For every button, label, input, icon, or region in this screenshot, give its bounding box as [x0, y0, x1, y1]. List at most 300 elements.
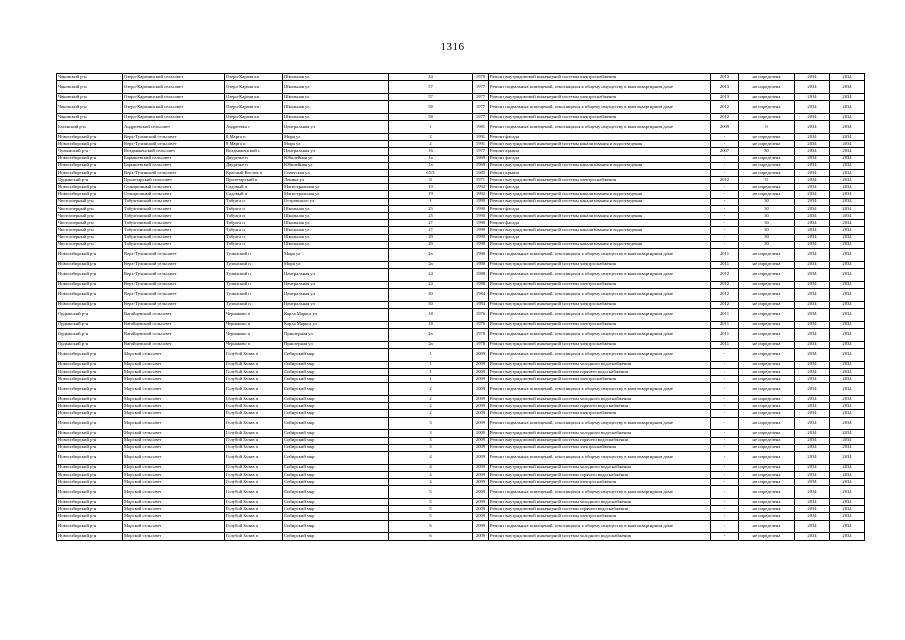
cell-district: Новосибирский р-н [57, 191, 123, 198]
cell-build-year: 1991 [473, 133, 489, 140]
cell-plan-end-year: 2034 [830, 155, 865, 162]
cell-municipality: Озеро-Карачинский сельсовет [123, 81, 225, 94]
cell-build-year: 1990 [473, 234, 489, 241]
cell-plan-end-year: 2034 [830, 361, 865, 368]
cell-district: Новосибирский р-н [57, 499, 123, 506]
table-row [57, 234, 865, 241]
cell-settlement: Тулинский п [225, 288, 283, 301]
cell-wear-percent: не определена [739, 261, 795, 268]
cell-work-type: Ремонт внутридомовой инженерной системы канализования и водоотведения [489, 141, 711, 148]
cell-work-type: Ремонт подвальных помещений, относящихся к общему имуществу в многоквартирном доме [489, 348, 711, 361]
cell-house-number: 18 [389, 308, 473, 321]
cell-district: Новосибирский р-н [57, 141, 123, 148]
cell-last-repair-year: 2013 [711, 74, 739, 81]
cell-wear-percent: 0 [739, 177, 795, 184]
page-number: 1316 [440, 41, 465, 53]
cell-work-type: Ремонт внутридомовой инженерной системы электроснабжения [489, 376, 711, 383]
cell-house-number: 24 [389, 281, 473, 288]
cell-wear-percent: не определена [739, 437, 795, 444]
cell-work-type: Ремонт внутридомовой инженерной системы канализования и водоотведения [489, 241, 711, 248]
table-row [57, 261, 865, 268]
cell-street: Сибирский мкр [283, 430, 389, 437]
cell-plan-start-year: 2034 [795, 281, 830, 288]
cell-last-repair-year: - [711, 403, 739, 410]
cell-plan-start-year: 2034 [795, 348, 830, 361]
table-row [57, 288, 865, 301]
table-row [57, 81, 865, 94]
cell-wear-percent: не определена [739, 471, 795, 478]
cell-house-number: 3 [389, 437, 473, 444]
cell-house-number: 19 [389, 191, 473, 198]
cell-district: Чистоозерный р-н [57, 227, 123, 234]
cell-street: Сибирский мкр [283, 383, 389, 396]
cell-work-type: Ремонт фасада [489, 220, 711, 227]
cell-plan-start-year: 2034 [795, 205, 830, 212]
cell-last-repair-year: - [711, 361, 739, 368]
cell-plan-end-year: 2034 [830, 93, 865, 100]
cell-street: Мира ул [283, 261, 389, 268]
cell-wear-percent: не определена [739, 191, 795, 198]
cell-settlement: Голубой Залив п [225, 348, 283, 361]
cell-house-number: 1а [389, 162, 473, 169]
cell-plan-start-year: 2034 [795, 141, 830, 148]
cell-municipality: Морской сельсовет [123, 479, 225, 486]
cell-plan-start-year: 2034 [795, 417, 830, 430]
table-row [57, 361, 865, 368]
cell-street: Сибирский мкр [283, 368, 389, 375]
cell-district: Чановский р-н [57, 113, 123, 120]
cell-plan-start-year: 2034 [795, 241, 830, 248]
cell-build-year: 1990 [473, 220, 489, 227]
cell-plan-end-year: 2034 [830, 444, 865, 451]
cell-last-repair-year: - [711, 533, 739, 540]
cell-wear-percent: 0 [739, 121, 795, 134]
cell-district: Чистоозерный р-н [57, 198, 123, 205]
cell-street: Сибирский мкр [283, 513, 389, 520]
cell-build-year: 1977 [473, 101, 489, 114]
cell-plan-end-year: 2034 [830, 162, 865, 169]
cell-municipality: Барышевский сельсовет [123, 155, 225, 162]
cell-district: Новосибирский р-н [57, 533, 123, 540]
cell-plan-end-year: 2034 [830, 268, 865, 281]
cell-last-repair-year: - [711, 499, 739, 506]
cell-plan-end-year: 2034 [830, 308, 865, 321]
cell-wear-percent: не определена [739, 281, 795, 288]
cell-settlement: Тулинский п [225, 248, 283, 261]
cell-house-number: 25 [389, 213, 473, 220]
cell-build-year: 1978 [473, 341, 489, 348]
table-row [57, 241, 865, 248]
cell-plan-start-year: 2034 [795, 121, 830, 134]
cell-street: Сибирский мкр [283, 506, 389, 513]
cell-plan-start-year: 2034 [795, 308, 830, 321]
cell-settlement: Тулинский п [225, 281, 283, 288]
cell-street: Школьная ул [283, 213, 389, 220]
cell-plan-start-year: 2034 [795, 361, 830, 368]
cell-work-type: Ремонт подвальных помещений, относящихся к общему имуществу в многоквартирном доме [489, 308, 711, 321]
cell-wear-percent: не определена [739, 499, 795, 506]
cell-plan-start-year: 2034 [795, 148, 830, 155]
cell-house-number: 30 [389, 301, 473, 308]
cell-district: Новосибирский р-н [57, 396, 123, 403]
cell-plan-end-year: 2034 [830, 148, 865, 155]
cell-house-number: 8 [389, 177, 473, 184]
cell-district: Новосибирский р-н [57, 430, 123, 437]
cell-plan-start-year: 2034 [795, 93, 830, 100]
cell-district: Новосибирский р-н [57, 479, 123, 486]
cell-settlement: Тулинский п [225, 301, 283, 308]
cell-municipality: Вагайцевский сельсовет [123, 341, 225, 348]
cell-wear-percent: 30 [739, 213, 795, 220]
cell-street: Сибирский мкр [283, 486, 389, 499]
cell-last-repair-year: - [711, 464, 739, 471]
cell-build-year: 2009 [473, 464, 489, 471]
cell-work-type: Ремонт внутридомовой инженерной системы электроснабжения [489, 74, 711, 81]
cell-settlement: Чернаково п [225, 321, 283, 328]
cell-last-repair-year: 2012 [711, 177, 739, 184]
cell-wear-percent: не определена [739, 383, 795, 396]
cell-plan-start-year: 2034 [795, 396, 830, 403]
cell-settlement: Чернаково п [225, 328, 283, 341]
cell-plan-end-year: 2034 [830, 328, 865, 341]
cell-plan-start-year: 2034 [795, 133, 830, 140]
cell-plan-start-year: 2034 [795, 368, 830, 375]
cell-settlement: Голубой Залив п [225, 417, 283, 430]
cell-plan-start-year: 2034 [795, 288, 830, 301]
table-row [57, 155, 865, 162]
cell-municipality: Табулгинский сельсовет [123, 234, 225, 241]
cell-district: Ордынский р-н [57, 177, 123, 184]
cell-settlement: Тулинский п [225, 268, 283, 281]
cell-work-type: Ремонт крыши [489, 148, 711, 155]
table-row [57, 148, 865, 155]
cell-district: Новосибирский р-н [57, 169, 123, 176]
cell-work-type: Ремонт подвальных помещений, относящихся к общему имуществу в многоквартирном доме [489, 248, 711, 261]
table-row [57, 93, 865, 100]
cell-wear-percent: не определена [739, 321, 795, 328]
cell-district: Ордынский р-н [57, 328, 123, 341]
cell-last-repair-year: - [711, 141, 739, 148]
table-row [57, 177, 865, 184]
cell-district: Новосибирский р-н [57, 410, 123, 417]
cell-house-number: 27 [389, 220, 473, 227]
cell-district: Новосибирский р-н [57, 133, 123, 140]
cell-settlement: Озеро-Карачи кп [225, 93, 283, 100]
cell-wear-percent: не определена [739, 376, 795, 383]
cell-work-type: Ремонт внутридомовой инженерной системы горячего водоснабжения [489, 403, 711, 410]
cell-build-year: 1992 [473, 191, 489, 198]
table-row [57, 220, 865, 227]
cell-build-year: 2009 [473, 383, 489, 396]
cell-house-number: 4 [389, 451, 473, 464]
cell-wear-percent: не определена [739, 288, 795, 301]
cell-municipality: Морской сельсовет [123, 410, 225, 417]
cell-street: Центральная ул [283, 301, 389, 308]
cell-build-year: 1977 [473, 81, 489, 94]
table-row [57, 430, 865, 437]
cell-house-number: 2 [389, 403, 473, 410]
cell-street: Центральная ул [283, 148, 389, 155]
cell-work-type: Ремонт внутридомовой инженерной системы горячего водоснабжения [489, 437, 711, 444]
cell-street: Юбилейная ул [283, 155, 389, 162]
cell-work-type: Ремонт подвальных помещений, относящихся к общему имуществу в многоквартирном доме [489, 451, 711, 464]
cell-municipality: Морской сельсовет [123, 437, 225, 444]
cell-plan-start-year: 2034 [795, 177, 830, 184]
cell-settlement: Голубой Залив п [225, 471, 283, 478]
cell-house-number: 1 [389, 361, 473, 368]
cell-municipality: Морской сельсовет [123, 417, 225, 430]
cell-build-year: 1984 [473, 288, 489, 301]
cell-plan-start-year: 2034 [795, 234, 830, 241]
cell-district: Новосибирский р-н [57, 368, 123, 375]
cell-last-repair-year: 2012 [711, 301, 739, 308]
cell-house-number: 2 [389, 141, 473, 148]
cell-last-repair-year: 2012 [711, 268, 739, 281]
cell-municipality: Морской сельсовет [123, 533, 225, 540]
cell-house-number: 2а [389, 248, 473, 261]
cell-municipality: Табулгинский сельсовет [123, 205, 225, 212]
cell-plan-start-year: 2034 [795, 81, 830, 94]
cell-build-year: 1978 [473, 328, 489, 341]
cell-last-repair-year: - [711, 184, 739, 191]
cell-house-number: 30 [389, 288, 473, 301]
cell-last-repair-year: 2011 [711, 341, 739, 348]
cell-plan-start-year: 2034 [795, 328, 830, 341]
cell-street: Школьная ул [283, 227, 389, 234]
cell-municipality: Верх-Тулинский сельсовет [123, 261, 225, 268]
cell-last-repair-year: - [711, 376, 739, 383]
cell-wear-percent: 30 [739, 241, 795, 248]
cell-municipality: Морской сельсовет [123, 451, 225, 464]
cell-district: Ордынский р-н [57, 308, 123, 321]
cell-last-repair-year: - [711, 227, 739, 234]
cell-plan-end-year: 2034 [830, 403, 865, 410]
cell-build-year: 2009 [473, 348, 489, 361]
cell-last-repair-year: - [711, 430, 739, 437]
cell-work-type: Ремонт подвальных помещений, относящихся к общему имуществу в многоквартирном доме [489, 383, 711, 396]
cell-wear-percent: не определена [739, 479, 795, 486]
cell-plan-start-year: 2034 [795, 499, 830, 506]
cell-plan-end-year: 2034 [830, 248, 865, 261]
cell-work-type: Ремонт внутридомовой инженерной системы электроснабжения [489, 93, 711, 100]
cell-settlement: Двуречье п [225, 155, 283, 162]
cell-work-type: Ремонт фасада [489, 234, 711, 241]
cell-plan-start-year: 2034 [795, 248, 830, 261]
cell-plan-start-year: 2034 [795, 268, 830, 281]
cell-house-number: 29 [389, 234, 473, 241]
cell-work-type: Ремонт подвальных помещений, относящихся к общему имуществу в многоквартирном доме [489, 268, 711, 281]
cell-wear-percent: не определена [739, 410, 795, 417]
cell-municipality: Табулгинский сельсовет [123, 241, 225, 248]
cell-street: Мира ул [283, 141, 389, 148]
cell-wear-percent: не определена [739, 348, 795, 361]
table-row [57, 348, 865, 361]
cell-street: Карла Маркса ул [283, 308, 389, 321]
cell-last-repair-year: - [711, 513, 739, 520]
cell-plan-start-year: 2034 [795, 533, 830, 540]
cell-plan-start-year: 2034 [795, 321, 830, 328]
cell-house-number: 1 [389, 121, 473, 134]
cell-house-number: 5 [389, 506, 473, 513]
cell-house-number: 3 [389, 444, 473, 451]
table-row [57, 184, 865, 191]
cell-plan-end-year: 2034 [830, 261, 865, 268]
cell-last-repair-year: 2011 [711, 328, 739, 341]
cell-build-year: 2009 [473, 533, 489, 540]
cell-build-year: 1980 [473, 261, 489, 268]
cell-municipality: Озеро-Карачинский сельсовет [123, 74, 225, 81]
cell-house-number: 2 [389, 396, 473, 403]
table-row [57, 169, 865, 176]
cell-street: Сибирский мкр [283, 451, 389, 464]
cell-build-year: 1980 [473, 248, 489, 261]
cell-work-type: Ремонт подвальных помещений, относящихся к общему имуществу в многоквартирном доме [489, 486, 711, 499]
cell-wear-percent: не определена [739, 308, 795, 321]
cell-municipality: Озеро-Карачинский сельсовет [123, 101, 225, 114]
cell-plan-end-year: 2034 [830, 506, 865, 513]
table-row [57, 533, 865, 540]
cell-last-repair-year: - [711, 155, 739, 162]
cell-house-number: 1 [389, 368, 473, 375]
cell-wear-percent: не определена [739, 101, 795, 114]
cell-last-repair-year: 2011 [711, 308, 739, 321]
cell-last-repair-year: - [711, 162, 739, 169]
cell-street: Школьная ул [283, 93, 389, 100]
table-row [57, 191, 865, 198]
cell-work-type: Ремонт внутридомовой инженерной системы горячего водоснабжения [489, 471, 711, 478]
cell-wear-percent: не определена [739, 268, 795, 281]
cell-house-number: 57 [389, 81, 473, 94]
cell-build-year: 1992 [473, 184, 489, 191]
cell-house-number: 18 [389, 321, 473, 328]
cell-build-year: 2009 [473, 396, 489, 403]
cell-plan-start-year: 2034 [795, 410, 830, 417]
cell-house-number: 4 [389, 471, 473, 478]
cell-plan-start-year: 2034 [795, 341, 830, 348]
cell-district: Новосибирский р-н [57, 403, 123, 410]
cell-municipality: Озеро-Карачинский сельсовет [123, 93, 225, 100]
cell-build-year: 2009 [473, 376, 489, 383]
cell-plan-end-year: 2034 [830, 396, 865, 403]
cell-build-year: 1985 [473, 169, 489, 176]
cell-street: Школьная ул [283, 101, 389, 114]
cell-district: Новосибирский р-н [57, 184, 123, 191]
cell-build-year: 1969 [473, 162, 489, 169]
cell-wear-percent: 30 [739, 220, 795, 227]
cell-plan-end-year: 2034 [830, 348, 865, 361]
cell-settlement: Голубой Залив п [225, 444, 283, 451]
cell-plan-end-year: 2034 [830, 321, 865, 328]
cell-wear-percent: не определена [739, 368, 795, 375]
cell-settlement: Голубой Залив п [225, 437, 283, 444]
cell-municipality: Морской сельсовет [123, 520, 225, 533]
cell-wear-percent: не определена [739, 396, 795, 403]
cell-settlement: Озеро-Карачи кп [225, 81, 283, 94]
cell-street: Сибирский мкр [283, 520, 389, 533]
cell-settlement: Чернаково п [225, 308, 283, 321]
cell-last-repair-year: 2012 [711, 101, 739, 114]
cell-house-number: 65/3 [389, 169, 473, 176]
cell-street: Островского ул [283, 198, 389, 205]
cell-house-number: 24 [389, 268, 473, 281]
cell-plan-end-year: 2034 [830, 141, 865, 148]
cell-work-type: Ремонт внутридомовой инженерной системы канализования и водоотведения [489, 198, 711, 205]
cell-build-year: 1988 [473, 268, 489, 281]
cell-build-year: 2009 [473, 437, 489, 444]
table-row [57, 248, 865, 261]
cell-municipality: Вагайцевский сельсовет [123, 328, 225, 341]
table-row [57, 368, 865, 375]
cell-municipality: Верх-Тулинский сельсовет [123, 133, 225, 140]
cell-work-type: Ремонт подвальных помещений, относящихся к общему имуществу в многоквартирном доме [489, 121, 711, 134]
cell-plan-start-year: 2034 [795, 74, 830, 81]
cell-plan-start-year: 2034 [795, 169, 830, 176]
cell-district: Новосибирский р-н [57, 437, 123, 444]
cell-plan-start-year: 2034 [795, 444, 830, 451]
cell-settlement: Табулга п [225, 241, 283, 248]
cell-wear-percent: не определена [739, 417, 795, 430]
cell-work-type: Ремонт внутридомовой инженерной системы электроснабжения [489, 479, 711, 486]
cell-street: Школьная ул [283, 234, 389, 241]
cell-settlement: Табулга п [225, 198, 283, 205]
cell-work-type: Ремонт крыши [489, 169, 711, 176]
cell-street: Магистральная ул [283, 191, 389, 198]
cell-house-number: 25 [389, 205, 473, 212]
cell-municipality: Воздвиженский сельсовет [123, 148, 225, 155]
cell-plan-end-year: 2034 [830, 234, 865, 241]
cell-house-number: 3 [389, 430, 473, 437]
cell-street: Школьная ул [283, 81, 389, 94]
cell-wear-percent: не определена [739, 444, 795, 451]
cell-plan-start-year: 2034 [795, 113, 830, 120]
cell-municipality: Морской сельсовет [123, 368, 225, 375]
table-row [57, 410, 865, 417]
cell-wear-percent: не определена [739, 184, 795, 191]
cell-municipality: Барышевский сельсовет [123, 162, 225, 169]
cell-wear-percent: не определена [739, 93, 795, 100]
cell-plan-start-year: 2034 [795, 198, 830, 205]
cell-wear-percent: 30 [739, 227, 795, 234]
cell-municipality: Верх-Тулинский сельсовет [123, 288, 225, 301]
cell-house-number: 3 [389, 417, 473, 430]
cell-plan-end-year: 2034 [830, 520, 865, 533]
cell-house-number: 1 [389, 376, 473, 383]
table-row [57, 162, 865, 169]
cell-work-type: Ремонт внутридомовой инженерной системы канализования и водоотведения [489, 162, 711, 169]
cell-work-type: Ремонт внутридомовой инженерной системы электроснабжения [489, 261, 711, 268]
cell-build-year: 2009 [473, 520, 489, 533]
cell-district: Ордынский р-н [57, 321, 123, 328]
cell-last-repair-year: - [711, 520, 739, 533]
cell-build-year: 1977 [473, 113, 489, 120]
cell-build-year: 1990 [473, 241, 489, 248]
cell-last-repair-year: 2011 [711, 261, 739, 268]
cell-work-type: Ремонт внутридомовой инженерной системы холодного водоснабжения [489, 430, 711, 437]
cell-plan-start-year: 2034 [795, 430, 830, 437]
cell-last-repair-year: - [711, 241, 739, 248]
cell-municipality: Морской сельсовет [123, 499, 225, 506]
cell-settlement: Голубой Залив п [225, 430, 283, 437]
cell-last-repair-year: - [711, 410, 739, 417]
cell-wear-percent: не определена [739, 155, 795, 162]
cell-settlement: Пролетарский п [225, 177, 283, 184]
cell-street: Сибирский мкр [283, 464, 389, 471]
cell-wear-percent: не определена [739, 506, 795, 513]
cell-settlement: Табулга п [225, 220, 283, 227]
cell-wear-percent: не определена [739, 533, 795, 540]
cell-settlement: Табулга п [225, 205, 283, 212]
cell-build-year: 2009 [473, 451, 489, 464]
